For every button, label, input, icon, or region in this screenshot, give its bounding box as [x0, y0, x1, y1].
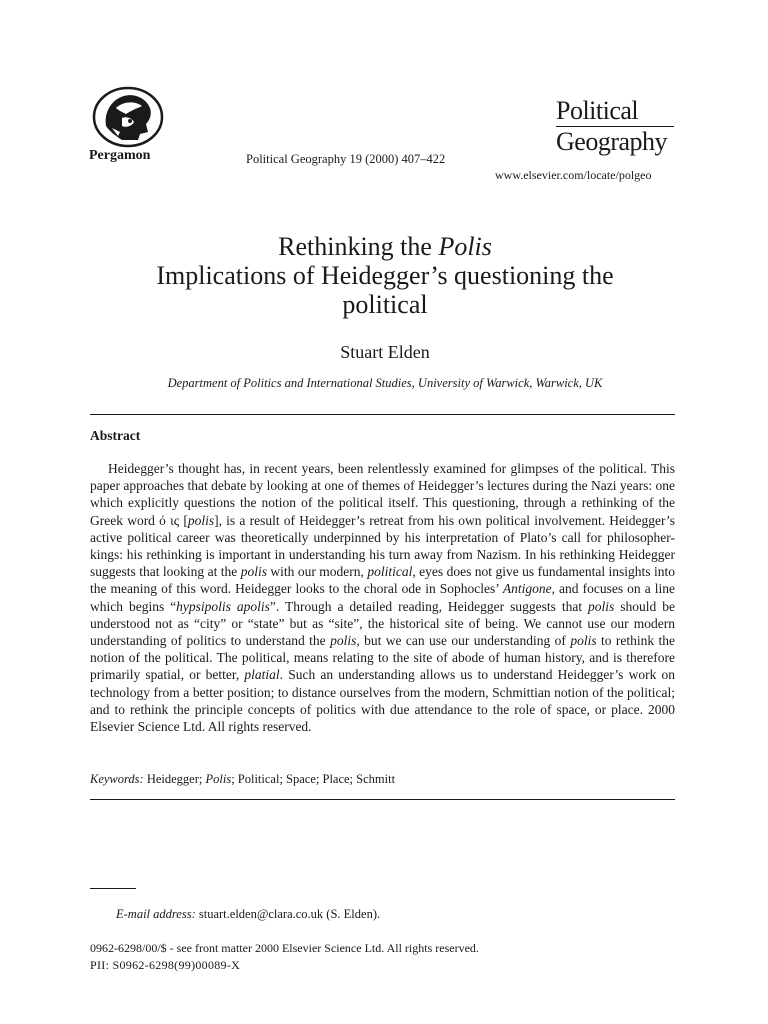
abstract-bottom-rule [90, 799, 675, 800]
athena-head-icon [88, 86, 168, 148]
publisher-logo [88, 86, 168, 148]
issn-line: 0962-6298/00/$ - see front matter 2000 Elsevier Science Ltd. All rights reserved. [90, 941, 479, 955]
email-label: E-mail address: [116, 907, 196, 921]
keywords-label: Keywords: [90, 772, 144, 786]
greek-word: ό ις [159, 512, 180, 528]
title-line-2: Implications of Heidegger’s questioning the [156, 261, 614, 290]
keywords: Keywords: Heidegger; Polis; Political; Space; Place; Schmitt [90, 772, 396, 786]
email-value: stuart.elden@clara.co.uk (S. Elden). [195, 907, 381, 921]
title-line-1: Rethinking the Polis [278, 232, 492, 261]
footnote-rule [90, 888, 136, 889]
title-line-3: political [342, 290, 428, 319]
journal-title-line1: Political [556, 96, 639, 125]
article-title [90, 232, 680, 319]
author-email-footnote [116, 907, 380, 922]
abstract-top-rule [90, 414, 675, 415]
journal-title-line2: Geography [556, 127, 668, 156]
journal-citation: Political Geography 19 (2000) 407–422 [246, 152, 446, 166]
author-affiliation: Department of Politics and International Studies, University of Warwick, Warwick, UK [167, 376, 603, 390]
abstract-text: Heidegger’s thought has, in recent years, been relentlessly examined for glimpses of the political. This paper approaches that debate by looking at one of themes of Heidegger’s lectures during the Nazi years: one which explicitly questions the notion of the political itself. This questioning, through a rethinking of the Greek word ό ις [polis], is a result of Heidegger’s retreat from his own political involvement. Heidegger’s active political career was theoretically underpinned by his interpretation of Plato’s call for philosopher-kings: his rethinking is important in understanding his turn away from Nazism. In his rethinking Heidegger suggests that looking at the polis with our modern, political, eyes does not give us fundamental insights into the meaning of this word. Heidegger looks to the choral ode in Sophocles’ Antigone, and focuses on a line which begins “hypsipolis apolis”. Through a detailed reading, Heidegger suggests that polis should be understood not as “city” or “state” but as “site”, the historical site of being. We cannot use our modern understanding of politics to understand the polis, but we can use our understanding of polis to rethink the notion of the political. The political, means relating to the site of abode of human history, and is therefore primarily spatial, or better, platial. Such an understanding allows us to understand Heidegger’s work on technology from a better position; to distance ourselves from the modern, Schmittian notion of the political; and to rethink the principle concepts of politics with due attendance to the role of space, or place. 2000 Elsevier Science Ltd. All rights reserved. [90, 461, 676, 735]
publisher-name: Pergamon [89, 148, 151, 163]
pii-line: PII: S0962-6298(99)00089-X [90, 958, 241, 972]
abstract-heading: Abstract [90, 428, 141, 443]
author-name: Stuart Elden [340, 342, 430, 362]
journal-url-link[interactable]: www.elsevier.com/locate/polgeo [495, 168, 652, 182]
journal-title [556, 98, 674, 154]
